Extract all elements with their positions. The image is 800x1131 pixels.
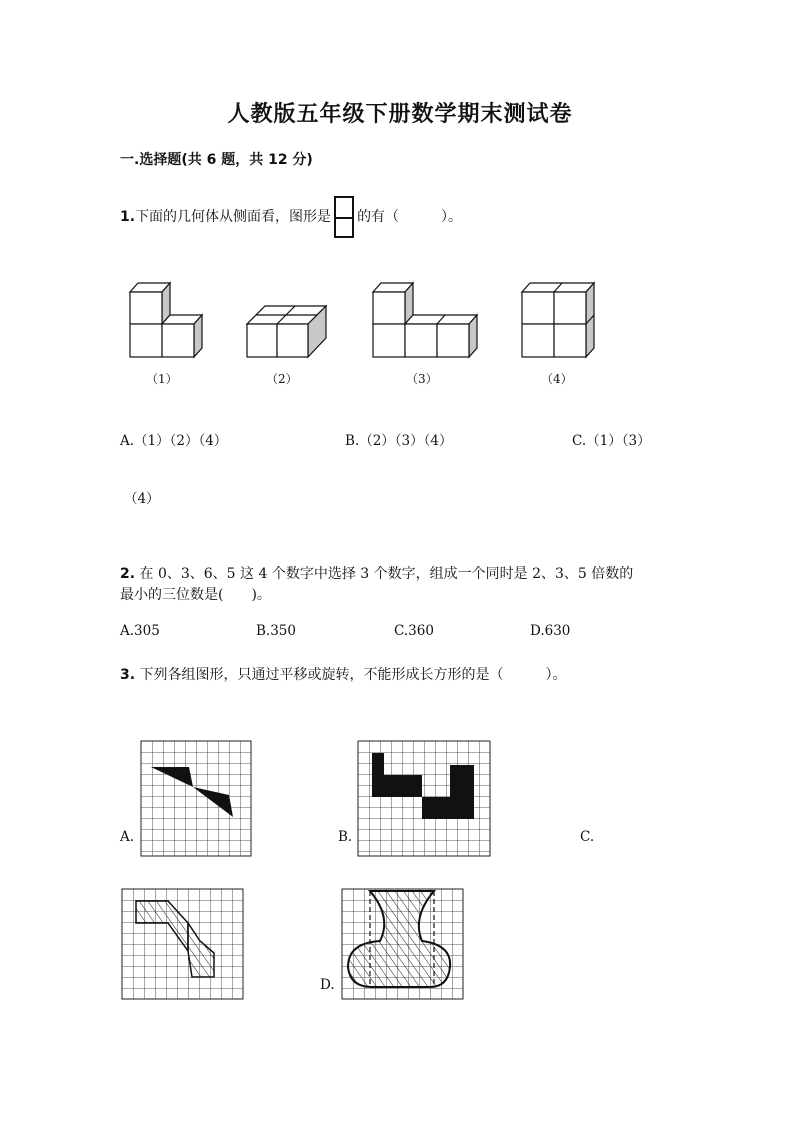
question-number: 3.	[120, 667, 136, 683]
q2-option-c[interactable]: C.360	[394, 623, 434, 639]
question-text-tail: 的有（ ）。	[357, 209, 463, 225]
grid-b	[358, 741, 490, 856]
q1-option-a[interactable]: A.（1）（2）（4）	[120, 433, 228, 449]
q2-option-d[interactable]: D.630	[530, 623, 571, 639]
figure-1-label: （1）	[146, 372, 178, 386]
q1-option-c[interactable]: C.（1）（3）	[572, 433, 651, 449]
section-heading: 一.选择题(共 6 题，共 12 分)	[120, 152, 313, 168]
q3-option-a-label[interactable]: A.	[120, 829, 135, 845]
q2-option-b[interactable]: B.350	[256, 623, 296, 639]
question-text-line1: 在 0、3、6、5 这 4 个数字中选择 3 个数字，组成一个同时是 2、3、5 倍数的	[139, 566, 634, 582]
q2-option-a[interactable]: A.305	[120, 623, 160, 639]
figure-3-label: （3）	[406, 372, 438, 386]
q3-option-c-label[interactable]: C.	[580, 829, 595, 845]
grid-d	[342, 889, 463, 999]
grid-c	[122, 889, 243, 999]
question-number: 1.	[120, 209, 136, 225]
question-text-line2: 最小的三位数是( )。	[120, 587, 271, 603]
q3-option-b-label[interactable]: B.	[338, 829, 353, 845]
grid-a	[141, 741, 251, 856]
q1-option-c-continued: （4）	[124, 491, 160, 507]
figure-4-label: （4）	[541, 372, 573, 386]
page-title: 人教版五年级下册数学期末测试卷	[227, 102, 573, 127]
question-text: 下面的几何体从侧面看，图形是	[135, 209, 332, 225]
q1-option-b[interactable]: B.（2）（3）（4）	[345, 433, 453, 449]
q3-option-d-label[interactable]: D.	[320, 977, 335, 993]
figure-2-label: （2）	[266, 372, 298, 386]
question-text: 下列各组图形，只通过平移或旋转，不能形成长方形的是（ ）。	[139, 667, 567, 683]
question-number: 2.	[120, 566, 136, 582]
